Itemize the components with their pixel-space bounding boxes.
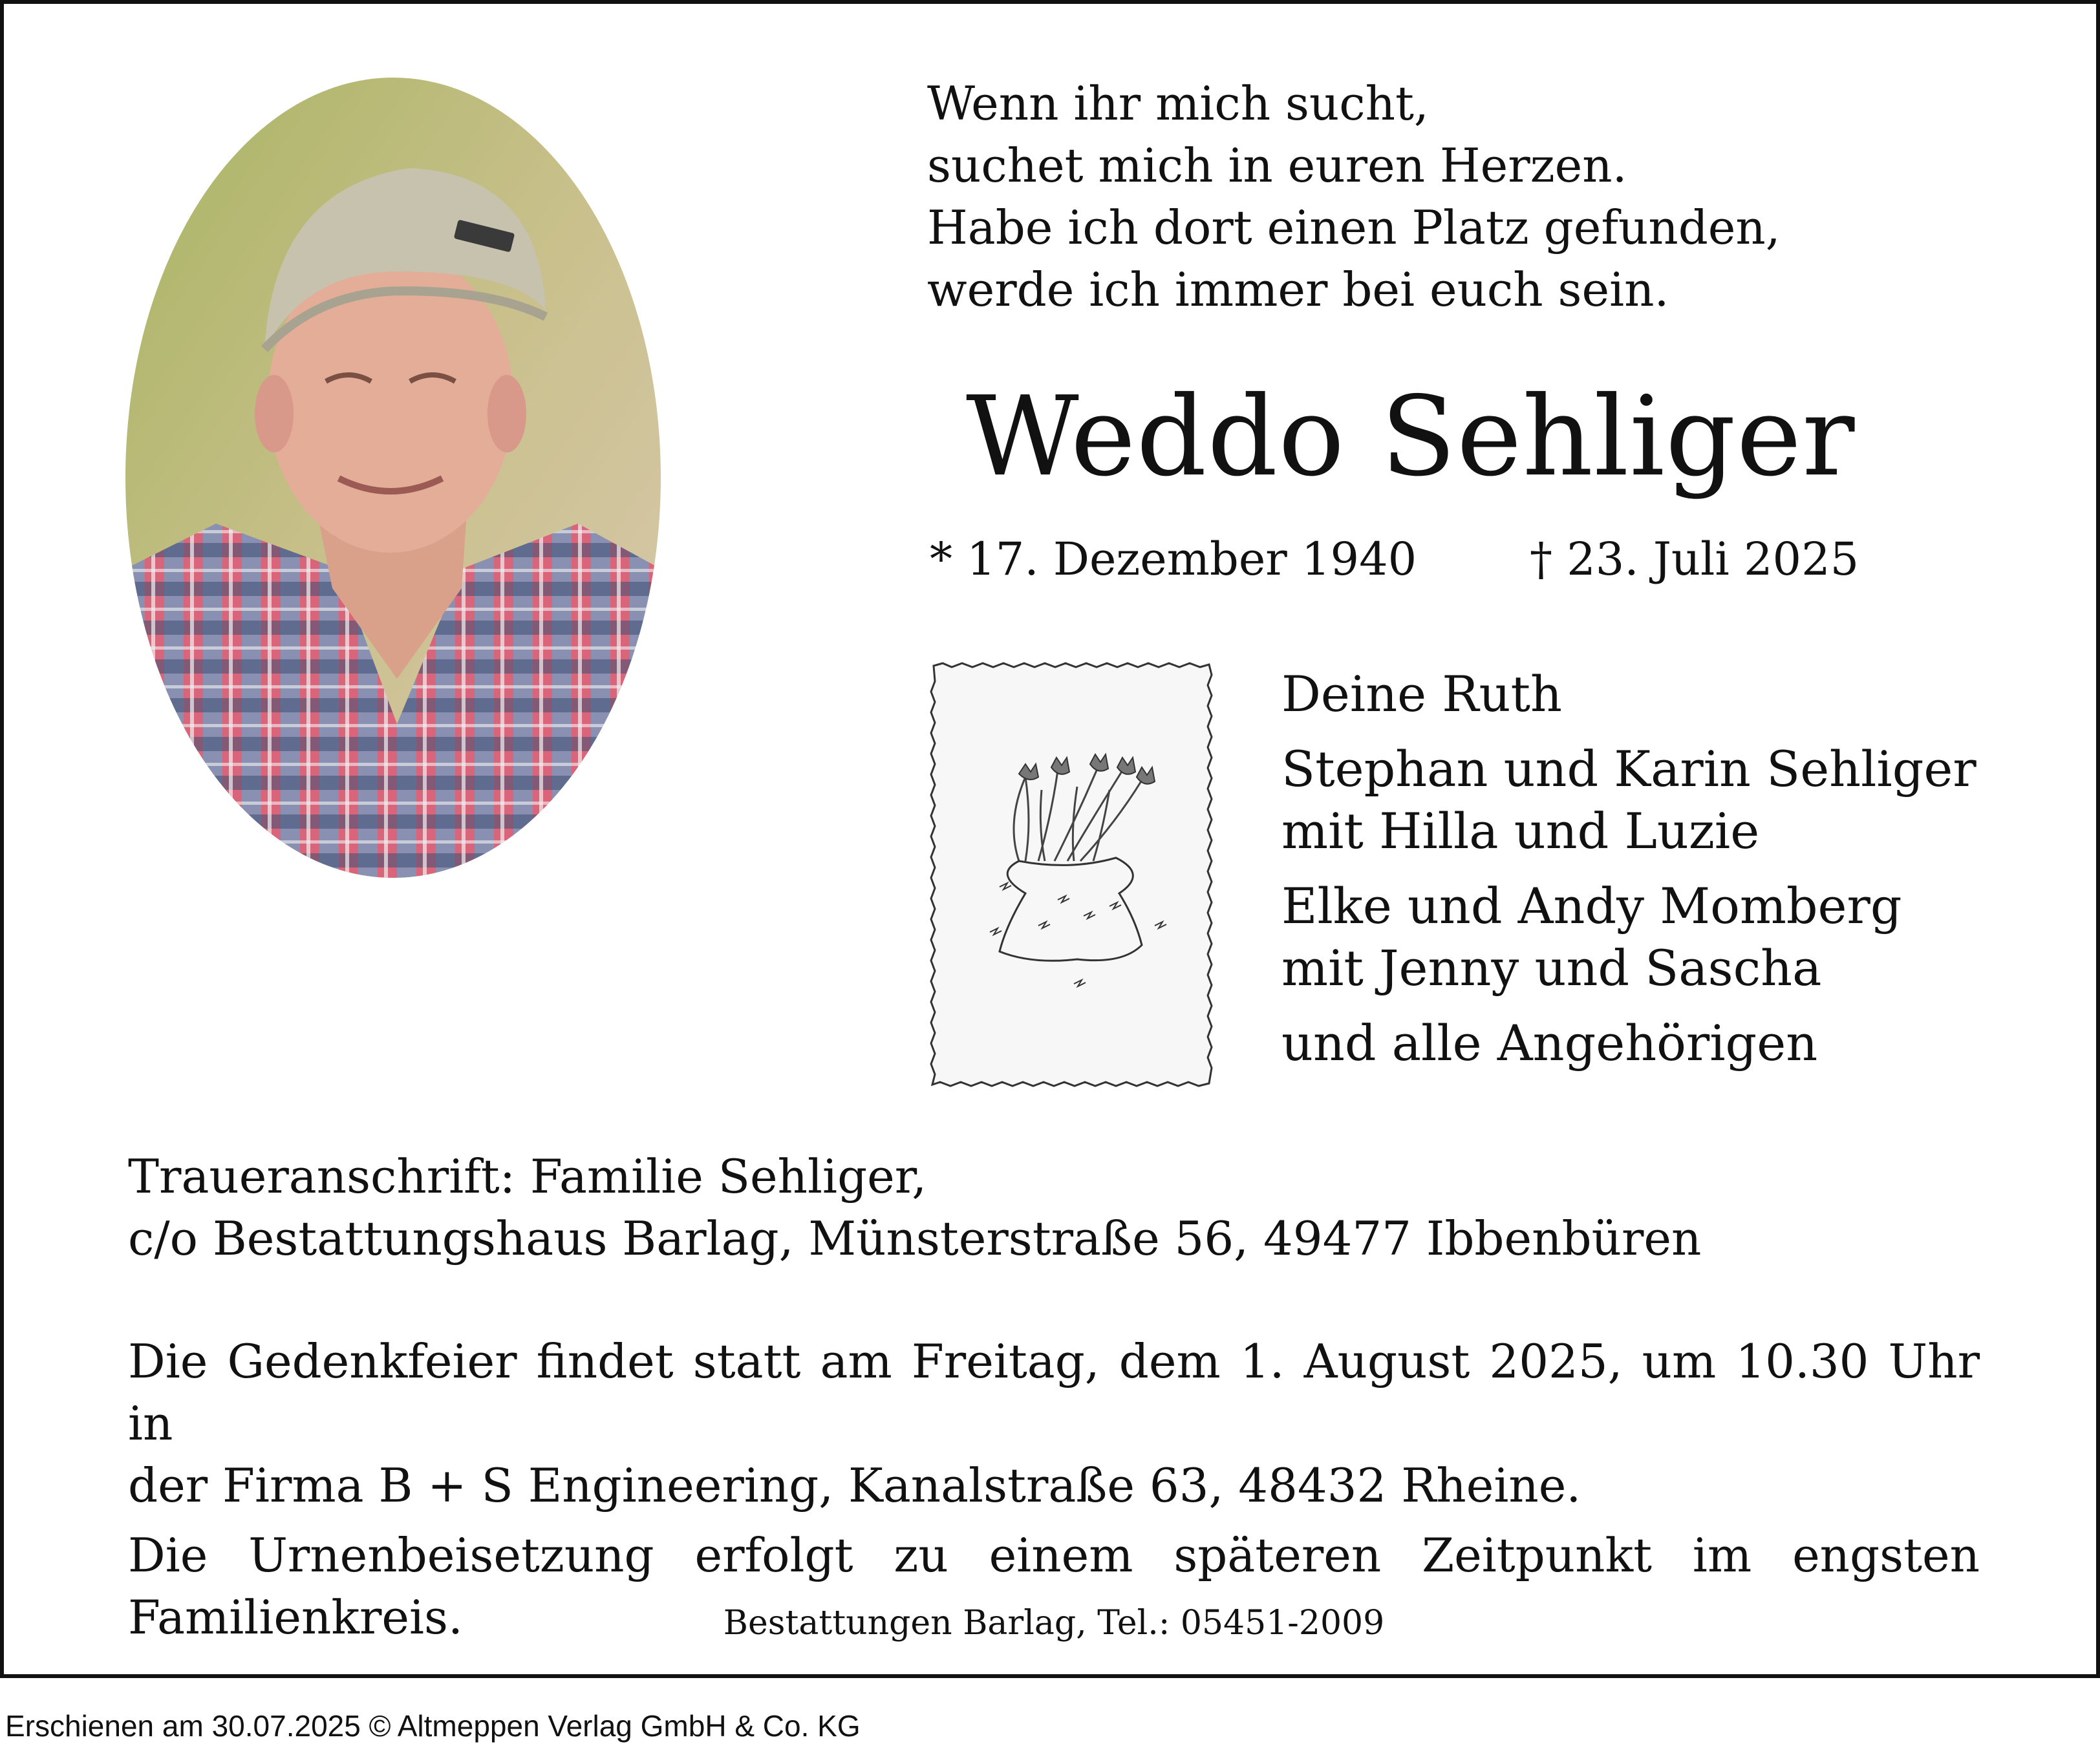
mourner-line: und alle Angehörigen — [1281, 1014, 1818, 1072]
portrait-photo — [125, 78, 661, 878]
poem-line: Habe ich dort einen Platz gefunden, — [927, 200, 1781, 255]
flower-vase-drawing-icon — [928, 661, 1214, 1089]
funeral-home-contact: Bestattungen Barlag, Tel.: 05451-2009 — [723, 1604, 1385, 1643]
mourner-line: Elke und Andy Momberg — [1281, 877, 1902, 935]
birth-date: * 17. Dezember 1940 — [930, 533, 1417, 586]
paragraph-line: Familienkreis. — [128, 1590, 463, 1644]
deceased-name: Weddo Sehliger — [966, 373, 1856, 501]
mourner-line: mit Hilla und Luzie — [1281, 802, 1760, 860]
poem-line: suchet mich in euren Herzen. — [927, 138, 1627, 193]
mourner-group — [1281, 738, 1977, 862]
mourners-list — [1281, 663, 1977, 1087]
mourner-line: Stephan und Karin Sehliger — [1281, 740, 1977, 798]
poem — [927, 72, 1781, 321]
paragraph-line: der Firma B + S Engineering, Kanalstraße 63, 48432 Rheine. — [128, 1458, 1581, 1513]
mourner-line: Deine Ruth — [1281, 665, 1562, 723]
poem-line: werde ich immer bei euch sein. — [927, 262, 1669, 317]
mourner-group — [1281, 663, 1977, 725]
paragraph-line: Die Urnenbeisetzung erfolgt zu einem späteren Zeitpunkt im engsten — [128, 1528, 1980, 1582]
death-date: † 23. Juli 2025 — [1530, 533, 1859, 586]
memorial-service-paragraph — [128, 1330, 1980, 1516]
mourner-group — [1281, 875, 1977, 999]
paragraph-line: Die Gedenkfeier findet statt am Freitag, dem 1. August 2025, um 10.30 Uhr in — [128, 1334, 1980, 1451]
publication-footer: Erschienen am 30.07.2025 © Altmeppen Verlag GmbH & Co. KG — [5, 1709, 861, 1743]
address-line: Traueranschrift: Familie Sehliger, — [128, 1149, 927, 1204]
mourner-group — [1281, 1012, 1977, 1074]
mourner-line: mit Jenny und Sascha — [1281, 939, 1822, 997]
poem-line: Wenn ihr mich sucht, — [927, 76, 1429, 131]
address-line: c/o Bestattungshaus Barlag, Münsterstraße 56, 49477 Ibbenbüren — [128, 1211, 1702, 1266]
mourning-address — [128, 1145, 1701, 1270]
